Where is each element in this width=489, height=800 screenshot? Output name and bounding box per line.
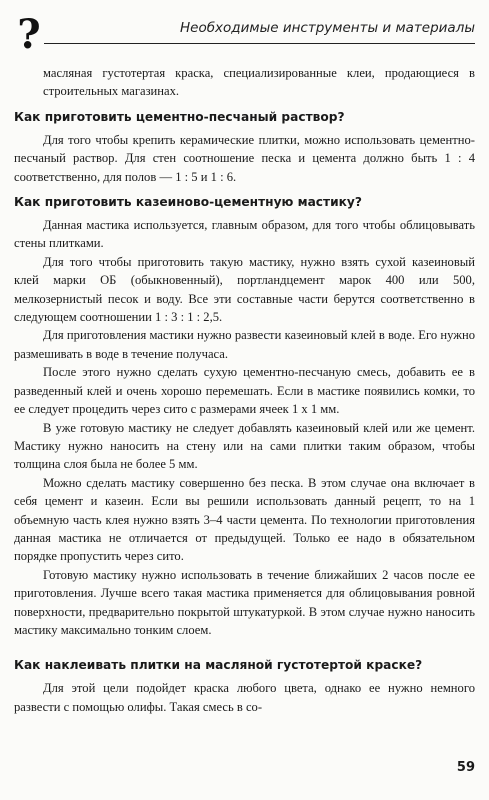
section-heading-oil-paint: Как наклеивать плитки на масляной густотертой краске? bbox=[14, 658, 423, 673]
paragraph: В уже готовую мастику не следует добавлять казеиновый клей или же цемент. Мастику нужно наносить на стену или на сами плитки таким образом, чтобы толщина слоя была не более 5 мм. bbox=[14, 420, 475, 472]
paragraph: Можно сделать мастику совершенно без песка. В этом случае она включает в себя цемент и казеин. Если вы решили использовать данный рецепт, то на 1 объемную часть клея нужно взять 3–4 части цемента. По технологии приготовления данная мастика не отличается от предыдущей. Только ее надо в обязательном порядке пропустить через сито. bbox=[14, 475, 475, 564]
header-rule bbox=[44, 43, 475, 44]
page-number: 59 bbox=[456, 760, 475, 775]
paragraph: Готовую мастику нужно использовать в течение ближайших 2 часов после ее приготовления. Лучше всего такая мастика применяется для облицовывания ровной поверхности, предварительно покрытой штукатуркой. В этом случае нужно наносить мастику максимально тонким слоем. bbox=[14, 567, 475, 637]
paragraph: Для приготовления мастики нужно развести казеиновый клей в воде. Его нужно размешивать в воде в течение получаса. bbox=[14, 328, 475, 361]
running-title: Необходимые инструменты и материалы bbox=[179, 20, 475, 36]
paragraph: Для этой цели подойдет краска любого цвета, однако ее нужно немного развести с помощью олифы. Такая смесь в со- bbox=[14, 681, 475, 714]
page-body bbox=[14, 64, 475, 716]
paragraph-continued: масляная густотертая краска, специализированные клеи, продающиеся в строительных магазинах. bbox=[43, 66, 475, 99]
question-mark-icon: ? bbox=[17, 11, 41, 58]
section-heading-casein-mastic: Как приготовить казеиново-цементную мастику? bbox=[14, 195, 362, 210]
page-header bbox=[14, 8, 475, 60]
section-heading-cement-mortar: Как приготовить цементно-песчаный раствор? bbox=[14, 109, 345, 124]
paragraph: Для того чтобы крепить керамические плитки, можно использовать цементно-песчаный раствор. Для стен соотношение песка и цемента должно быть 1 : 4 соответственно, для полов — 1 : 5 и 1 : 6. bbox=[14, 132, 475, 184]
paragraph: Для того чтобы приготовить такую мастику, нужно взять сухой казеиновый клей марки ОБ (обыкновенный), портландцемент марок 400 или 500, мелкозернистый песок и воду. Все эти составные части берутся соответственно в следующем соотношении 1 : 3 : 1 : 2,5. bbox=[14, 254, 475, 325]
paragraph: После этого нужно сделать сухую цементно-песчаную смесь, добавить ее в разведенный клей и очень хорошо перемешать. Если в мастике появились комки, то ее следует процедить через сито с размерами ячеек 1 х 1 мм. bbox=[14, 365, 475, 417]
paragraph: Данная мастика используется, главным образом, для того чтобы облицовывать стены плитками. bbox=[14, 218, 475, 251]
